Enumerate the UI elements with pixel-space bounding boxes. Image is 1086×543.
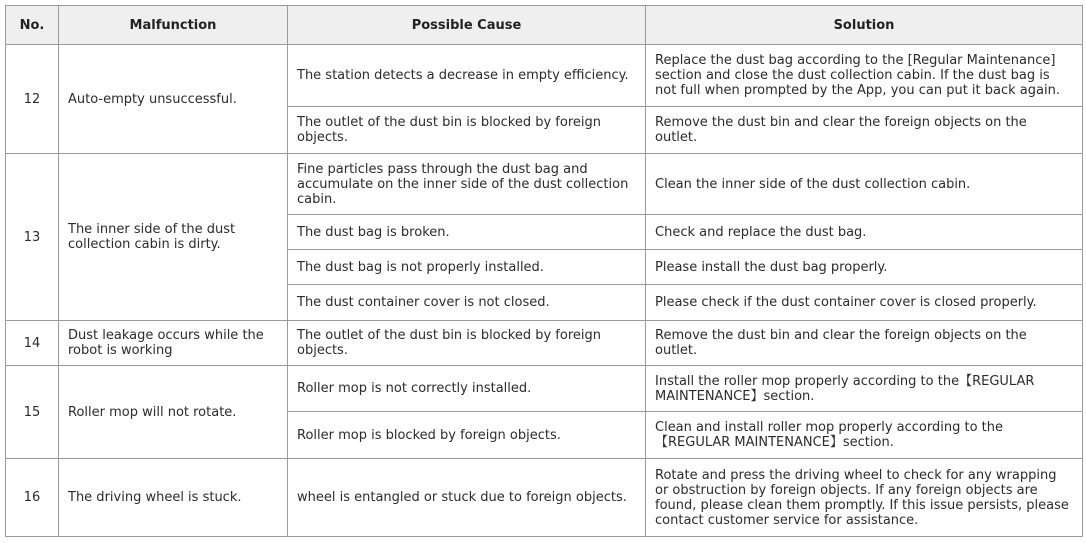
cause-cell: Fine particles pass through the dust bag and accumulate on the inner side of the dust collection cabin. (288, 154, 646, 215)
solution-cell: Clean the inner side of the dust collection cabin. (646, 154, 1083, 215)
malfunction-cell: Dust leakage occurs while the robot is working (59, 321, 288, 366)
header-malfunction: Malfunction (59, 6, 288, 45)
solution-cell: Remove the dust bin and clear the foreign objects on the outlet. (646, 321, 1083, 366)
header-possible-cause: Possible Cause (288, 6, 646, 45)
row-number: 14 (6, 321, 59, 366)
table-row (6, 45, 1083, 107)
malfunction-cell: The driving wheel is stuck. (59, 459, 288, 537)
malfunction-cell: Roller mop will not rotate. (59, 366, 288, 459)
solution-cell: Check and replace the dust bag. (646, 215, 1083, 250)
solution-cell: Install the roller mop properly according to the【REGULAR MAINTENANCE】section. (646, 366, 1083, 412)
solution-cell: Remove the dust bin and clear the foreign objects on the outlet. (646, 107, 1083, 154)
table-row (6, 154, 1083, 215)
cause-cell: Roller mop is blocked by foreign objects. (288, 412, 646, 459)
cause-cell: Roller mop is not correctly installed. (288, 366, 646, 412)
cause-cell: The dust bag is not properly installed. (288, 250, 646, 285)
cause-cell: The dust container cover is not closed. (288, 285, 646, 321)
solution-cell: Please check if the dust container cover is closed properly. (646, 285, 1083, 321)
solution-cell: Please install the dust bag properly. (646, 250, 1083, 285)
cause-cell: The outlet of the dust bin is blocked by foreign objects. (288, 107, 646, 154)
cause-cell: The station detects a decrease in empty efficiency. (288, 45, 646, 107)
row-number: 12 (6, 45, 59, 154)
table-row (6, 459, 1083, 537)
header-solution: Solution (646, 6, 1083, 45)
cause-cell: The dust bag is broken. (288, 215, 646, 250)
row-number: 15 (6, 366, 59, 459)
table-row (6, 366, 1083, 412)
cause-cell: The outlet of the dust bin is blocked by foreign objects. (288, 321, 646, 366)
row-number: 13 (6, 154, 59, 321)
malfunction-cell: Auto-empty unsuccessful. (59, 45, 288, 154)
solution-cell: Clean and install roller mop properly according to the【REGULAR MAINTENANCE】section. (646, 412, 1083, 459)
cause-cell: wheel is entangled or stuck due to foreign objects. (288, 459, 646, 537)
table-row (6, 321, 1083, 366)
troubleshooting-table (5, 5, 1083, 537)
solution-cell: Replace the dust bag according to the [Regular Maintenance] section and close the dust collection cabin. If the dust bag is not full when prompted by the App, you can put it back again. (646, 45, 1083, 107)
solution-cell: Rotate and press the driving wheel to check for any wrapping or obstruction by foreign objects. If any foreign objects are found, please clean them promptly. If this issue persists, please contact customer service for assistance. (646, 459, 1083, 537)
header-row (6, 6, 1083, 45)
header-no: No. (6, 6, 59, 45)
row-number: 16 (6, 459, 59, 537)
malfunction-cell: The inner side of the dust collection cabin is dirty. (59, 154, 288, 321)
